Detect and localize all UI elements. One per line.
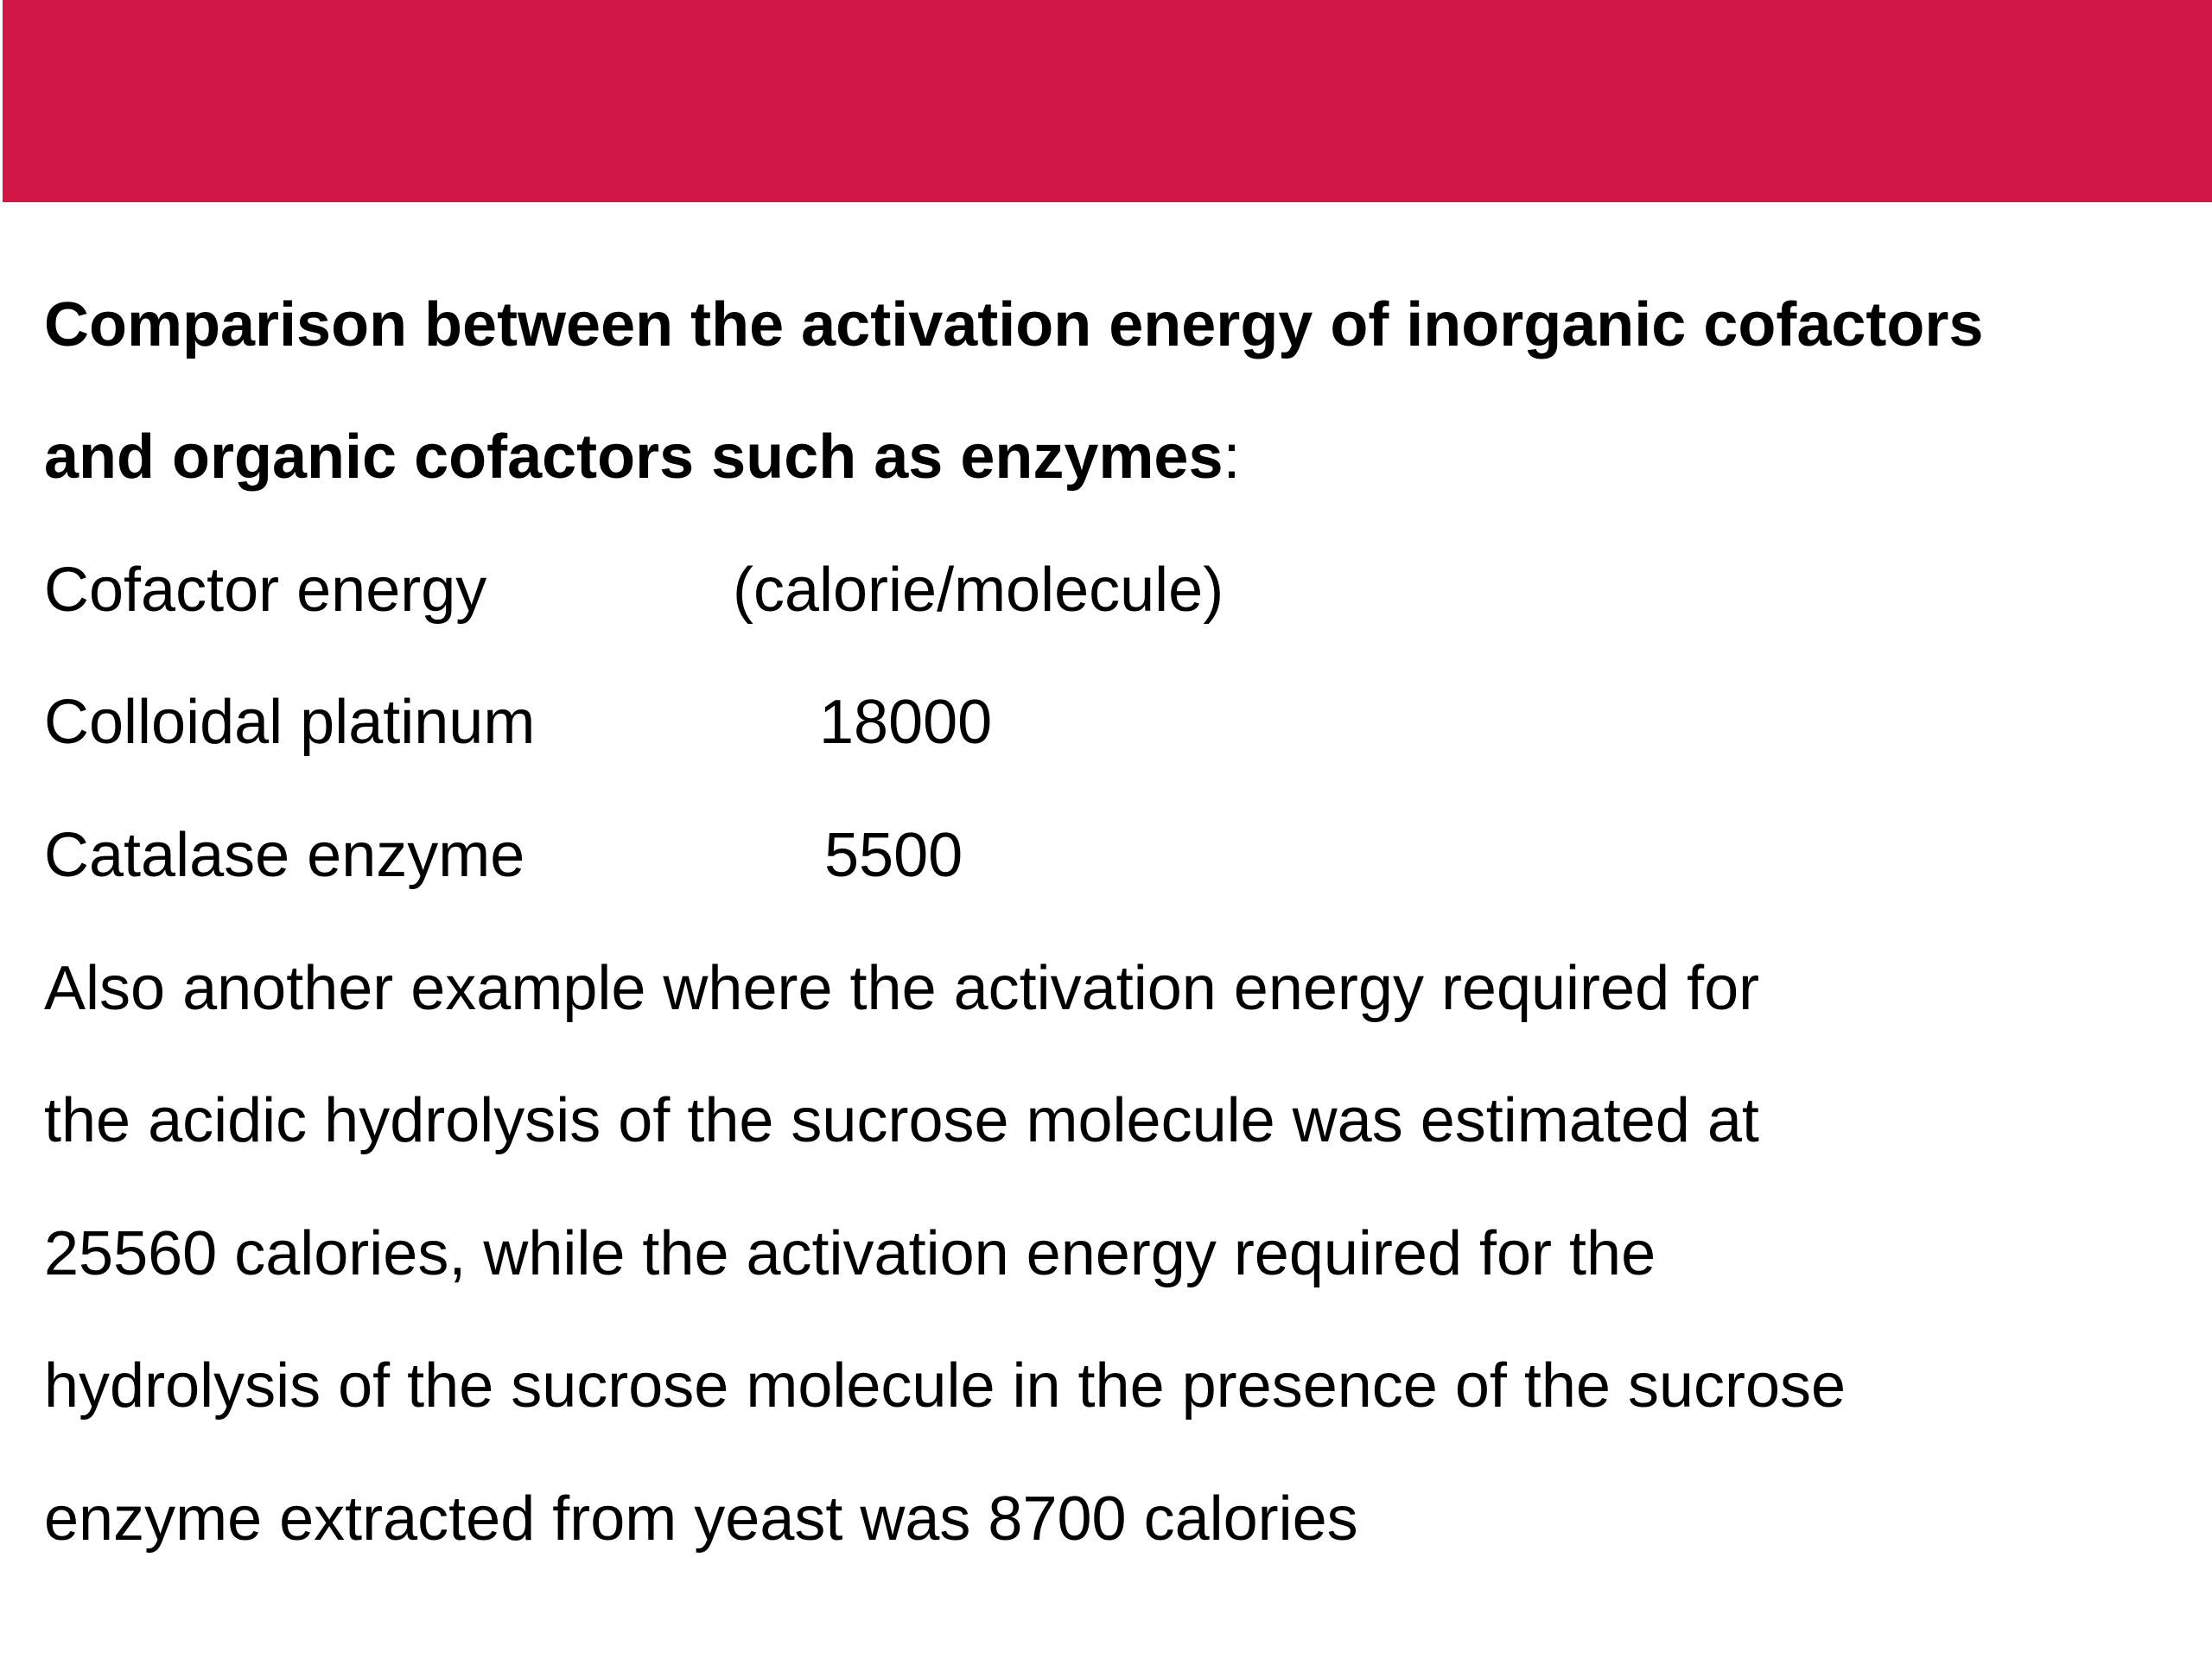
paragraph-line: the acidic hydrolysis of the sucrose molecule was estimated at: [44, 1086, 1759, 1155]
table-row-value: 18000: [819, 688, 993, 757]
paragraph-line: enzyme extracted from yeast was 8700 calories: [44, 1484, 1358, 1554]
table-header-cofactor: Cofactor energy: [44, 556, 487, 625]
table-header-unit: (calorie/molecule): [733, 556, 1224, 625]
heading-line-1: Comparison between the activation energy of inorganic cofactors: [44, 290, 1984, 359]
paragraph-line: hydrolysis of the sucrose molecule in the presence of the sucrose: [44, 1351, 1847, 1421]
table-row-value: 5500: [824, 821, 963, 890]
paragraph-line: 25560 calories, while the activation energy required for the: [44, 1219, 1656, 1288]
header-band: [3, 0, 2212, 202]
heading-line-2-text: and organic cofactors such as enzymes: [44, 423, 1224, 492]
table-row-name: Catalase enzyme: [44, 821, 525, 890]
paragraph-line: Also another example where the activation energy required for: [44, 954, 1760, 1023]
heading-line-2: [44, 423, 1241, 492]
heading-colon: :: [1223, 423, 1241, 492]
table-row-name: Colloidal platinum: [44, 688, 536, 757]
